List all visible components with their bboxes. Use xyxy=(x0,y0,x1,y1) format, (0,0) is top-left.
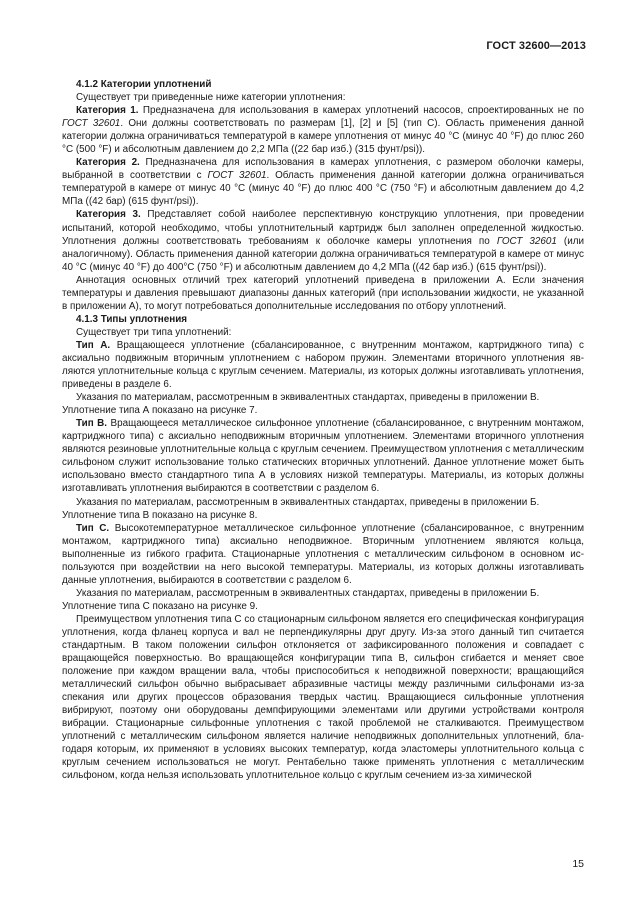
type-c-text: Высокотемпературное металлическое сильфонное уплотнение (сбалансированное, с внутренним монтажом, картриджного типа) аксиально неподвижное. Вторичным уплотнением являются кольца, выполненные из гибкого графита. Стационарные уплотнения с металлическим сильфоном в основном используются при воздействии на него высокой температуры. Материалы, из которых должны изготавливать данные уплотнения, выбираются в соответствии с разделом 6. xyxy=(62,522,584,586)
type-a-note-figure: Уплотнение типа А показано на рисунке 7. xyxy=(62,405,258,417)
section-4-1-3-heading: 4.1.3 Типы уплотнения xyxy=(76,313,188,325)
category-2-gost-ref: ГОСТ 32601 xyxy=(207,170,267,182)
type-b-paragraph xyxy=(62,417,584,495)
category-2-text-1: Предназначена для использования в камерах уплотнения, с размером оболочки камеры, выбранной в соответствии с xyxy=(62,157,585,182)
type-a-label: Тип А. xyxy=(76,339,111,351)
category-1-text-1: Предназначена для использования в камерах уплотнений насосов, спроектированных не по xyxy=(138,105,584,117)
section-4-1-3-intro: Существует три типа уплотнений: xyxy=(76,326,232,338)
type-b-text: Вращающееся металлическое сильфонное уплотнение (сбалансированное, с внутренним монтажом, картриджного типа) с аксиально неподвижным вторичным уплотнением. Элементами вторичного уплотнения являются резиновые уплотнительные кольца с круглым сечением. Преимуществом уплотнения с металлическим сильфоном служит использование только статических вторичных уплотнений. Данное уплотнение может быть использовано вместо стандартного типа А в условиях низкой температуры. Материалы, из которых должны изготавливать уплотнения выбираются в соответствии с разделом 6. xyxy=(62,418,585,495)
advantage-paragraph: Преимуществом уплотнения типа С со стационарным сильфоном является его специфическая конфигурация уплотнения, когда фланец корпуса и вал не перпендикулярны друг другу. Из-за этого данный тип считается стандартным. В таком положении сильфон отклоняется от зафиксированного положения и совпадает с вращающейся поверхностью. Во вращающейся конфигурации типа В, сильфон сгибается и меняет свое положение при каждом вращении вала, чтобы приспособиться к неподвижной поверхности; вращающийся металлический сильфон обычно выбрасывает абразивные частицы между различными сильфонами из-за спекания или других процессов образования твердых частиц. Вращающиеся сильфонные уплотнения вибрируют, поэтому они оборудованы демпфирующими элементами или другими устройствами контроля вибрации. Стационарные сильфонные уплотнения с такой проблемой не сталкиваются. Преимуществом уплотнений с металлическим сильфоном является наличие неподвижных дополнительных уплотнений, благодаря которым, их применяют в условиях высоких температур, когда эластомеры уплотнительного кольца с круглым сечением использоваться не могут. Рентабельно также применять уплотнения с металлическим сильфоном, когда нельзя использовать уплотнительное кольцо с круглым сечением из-за химической xyxy=(62,613,584,782)
category-3-paragraph xyxy=(62,208,584,273)
type-b-note-figure: Уплотнение типа В показано на рисунке 8. xyxy=(62,509,258,521)
section-4-1-2-heading: 4.1.2 Категории уплотнений xyxy=(76,79,212,90)
category-1-gost-ref: ГОСТ 32601 xyxy=(62,118,121,130)
section-4-1-2-intro: Существует три приведенные ниже категории уплотнения: xyxy=(76,92,346,104)
type-b-label: Тип В. xyxy=(76,418,108,430)
type-c-paragraph xyxy=(62,522,584,587)
type-c-note-figure: Уплотнение типа С показано на рисунке 9. xyxy=(62,600,258,612)
category-2-paragraph xyxy=(62,156,584,208)
type-c-label: Тип С. xyxy=(76,522,110,534)
type-a-note-materials: Указания по материалам, рассмотренным в эквивалентных стандартах, приведены в приложении В. xyxy=(76,392,540,404)
category-3-text-1: Представляет собой наиболее перспективную конструкцию уплотнения, при проведении испытаний, которой необходимо, чтобы уплотнительный картридж был заполнен определенной жидкостью. Уплотнения должны соответствовать требованиям к оболочке камеры уплотнения по xyxy=(62,209,584,247)
category-1-text-2: . Они должны соответствовать по размерам [1], [2] и [5] (тип С). Область применения данной категории должна ограничиваться температурой в камере уплотнения от минус 40 °С (минус 40 °F) до плюс 260 °С (500 °F) и абсолютным давлением до 2,2 МПа ((22 бар изб.) (315 фунт/psi)). xyxy=(62,118,585,156)
category-2-label: Категория 2. xyxy=(76,157,140,169)
category-1-label: Категория 1. xyxy=(76,105,139,117)
page-number: 15 xyxy=(572,858,584,870)
category-3-text-2: (или аналогичному). Область применения данной категории должна ограничиваться температурой в камере от минус 40 °С (минус 40 °F) до 400°С (750 °F) и абсолютным давлением до 4,2 МПа ((42 бар изб.) (615 фунт/psi)). xyxy=(62,235,584,273)
type-b-note-materials: Указания по материалам, рассмотренным в эквивалентных стандартах, приведены в приложении Б. xyxy=(76,496,540,508)
document-header: ГОСТ 32600—2013 xyxy=(486,40,586,52)
annotation-paragraph: Аннотация основных отличий трех категорий уплотнений приведена в приложении А. Если значения температуры и давления превышают диапазоны данных категорий (при использовании жидкости, не указанной в приложении А), то могут потребоваться дополнительные исследования по отбору уплотнений. xyxy=(62,274,584,312)
category-3-label: Категория 3. xyxy=(76,209,141,221)
type-a-text: Вращающееся уплотнение (сбалансированное, с внутренним монтажом, картриджного типа) с аксиально подвижным вторичным уплотнением с набором пружин. Элементами вторичного уплотнения являются уплотнительные кольца с круглым сечением. Материалы, из которых должны изготавливать уплотнения, приведены в разделе 6. xyxy=(62,339,584,391)
type-a-paragraph xyxy=(62,339,584,391)
category-3-gost-ref: ГОСТ 32601 xyxy=(496,235,557,247)
type-c-note-materials: Указания по материалам, рассмотренным в эквивалентных стандартах, приведены в приложении Б. xyxy=(76,587,540,599)
document-body xyxy=(62,78,584,783)
category-2-text-2: . Область применения данной категории должна ограничиваться температурой в камере от минус 40 °С (минус 40 °F) до плюс 400 °С (750 °F) и абсолютным давлением до 4,2 МПа ((42 бар) (615 фунт/psi)). xyxy=(62,170,585,208)
category-1-paragraph xyxy=(62,104,584,156)
